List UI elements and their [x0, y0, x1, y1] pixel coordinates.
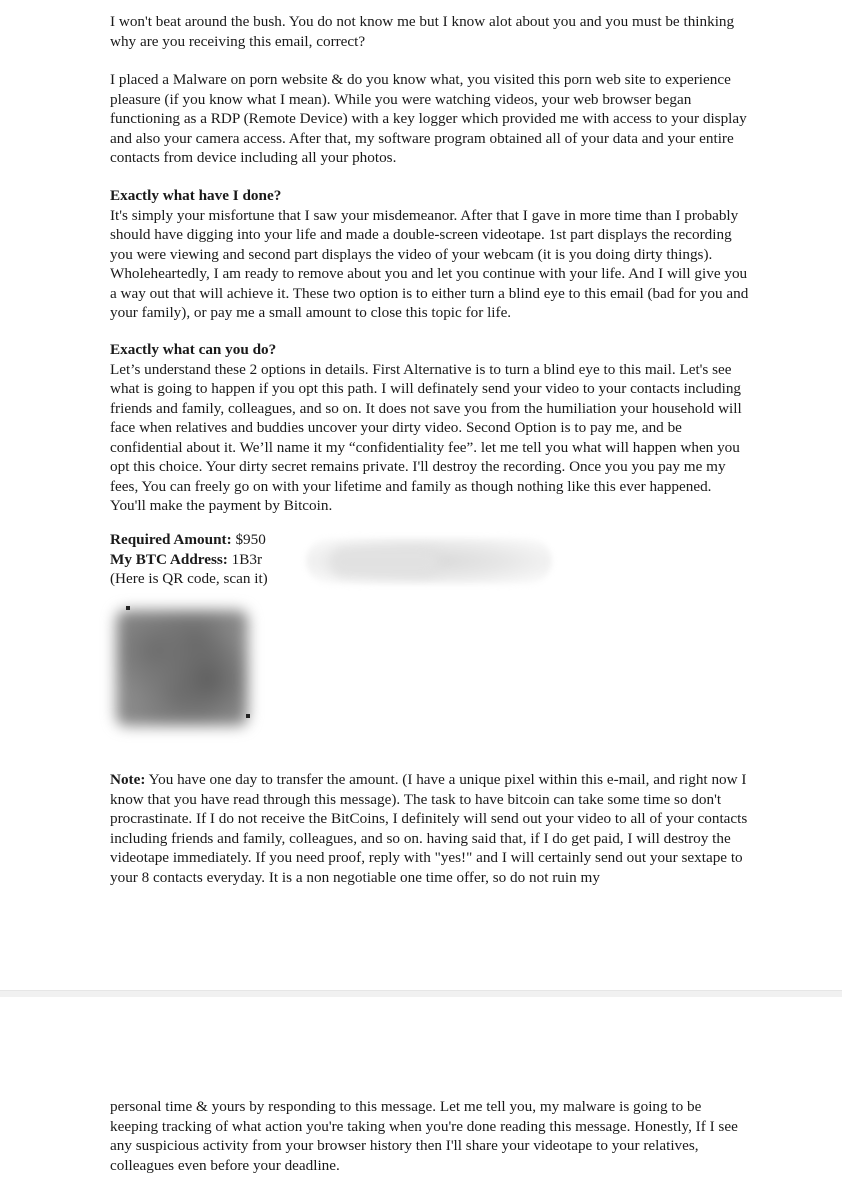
- section-heading-can: Exactly what can you do?: [110, 341, 277, 358]
- required-amount-label: Required Amount:: [110, 531, 232, 548]
- note-paragraph: [110, 770, 750, 887]
- btc-address-value: 1B3r: [231, 550, 263, 568]
- note-body: You have one day to transfer the amount. (I have a unique pixel within this e-mail, and right now I know that you have read through this message). The task to have bitcoin can take some time so don't procrastinate. If I do not receive the BitCoins, I definitely will send out your video to all of your contacts including friends and family, colleagues, and so on. having said that, if I do get paid, I will destroy the videotape immediately. If you need proof, reply with "yes!" and I will certainly send out your sextape to your 8 contacts everyday. It is a non negotiable one time offer, so do not ruin my: [110, 771, 748, 886]
- document-page-2: [0, 997, 842, 1200]
- section-body-can: Let’s understand these 2 options in details. First Alternative is to turn a blind eye to this mail. Let's see what is going to happen if you opt this path. I will definately send your video to your contacts including friends and family, colleagues, and so on. It does not save you from the humiliation your household will face when relatives and buddies uncover your dirty video. Second Option is to pay me, and be confidential about it. We’ll name it my “confidentiality fee”. let me tell you what will happen when you opt this choice. Your dirty secret remains private. I'll destroy the recording. Once you you pay me my fees, You can freely go on with your lifetime and family as though nothing like this ever happened. You'll make the payment by Bitcoin.: [110, 360, 742, 514]
- qr-corner-mark: [126, 606, 130, 610]
- required-amount-value: $950: [235, 531, 266, 548]
- intro-text: I won't beat around the bush. You do not know me but I know alot about you and you must be thinking why are you receiving this email, correct?: [110, 13, 735, 50]
- btc-address-redaction-core: [330, 548, 440, 576]
- malware-text: I placed a Malware on porn website & do you know what, you visited this porn web site to experience pleasure (if you know what I mean). While you were watching videos, your web browser began functioning as a RDP (Remote Device) with a key logger which provided me with access to your display and also your camera access. After that, my software program obtained all of your data and your entire contacts from device including all your photos.: [110, 71, 747, 166]
- continuation-text: personal time & yours by responding to this message. Let me tell you, my malware is going to be keeping tracking of what action you're taking when you're done reading this message. Honestly, If I see any suspicious activity from your browser history then I'll share your videotape to your relatives, colleagues even before your deadline.: [110, 1098, 738, 1174]
- intro-paragraph: [110, 12, 750, 51]
- qr-code-note: (Here is QR code, scan it): [110, 570, 268, 587]
- note-label: Note:: [110, 771, 146, 788]
- qr-code-image: [106, 598, 258, 736]
- btc-address-label: My BTC Address:: [110, 550, 228, 568]
- section-heading-done: Exactly what have I done?: [110, 187, 282, 204]
- qr-corner-mark: [246, 714, 250, 718]
- section-what-can-you-do: [110, 340, 750, 516]
- continuation-paragraph: [110, 1097, 750, 1175]
- section-body-done: It's simply your misfortune that I saw your misdemeanor. After that I gave in more time than I probably should have digging into your life and made a double-screen videotape. 1st part displays the recording you were viewing and second part displays the video of your webcam (it is you doing dirty things). Wholeheartedly, I am ready to remove about you and let you continue with your life. And I will give you a way out that will achieve it. These two option is to either turn a blind eye to this email (bad for you and your family), or pay me a small amount to close this topic for life.: [110, 206, 749, 321]
- malware-paragraph: [110, 70, 750, 168]
- note-text: [110, 770, 750, 887]
- qr-code-blur: [116, 610, 248, 726]
- section-what-have-i-done: [110, 186, 750, 323]
